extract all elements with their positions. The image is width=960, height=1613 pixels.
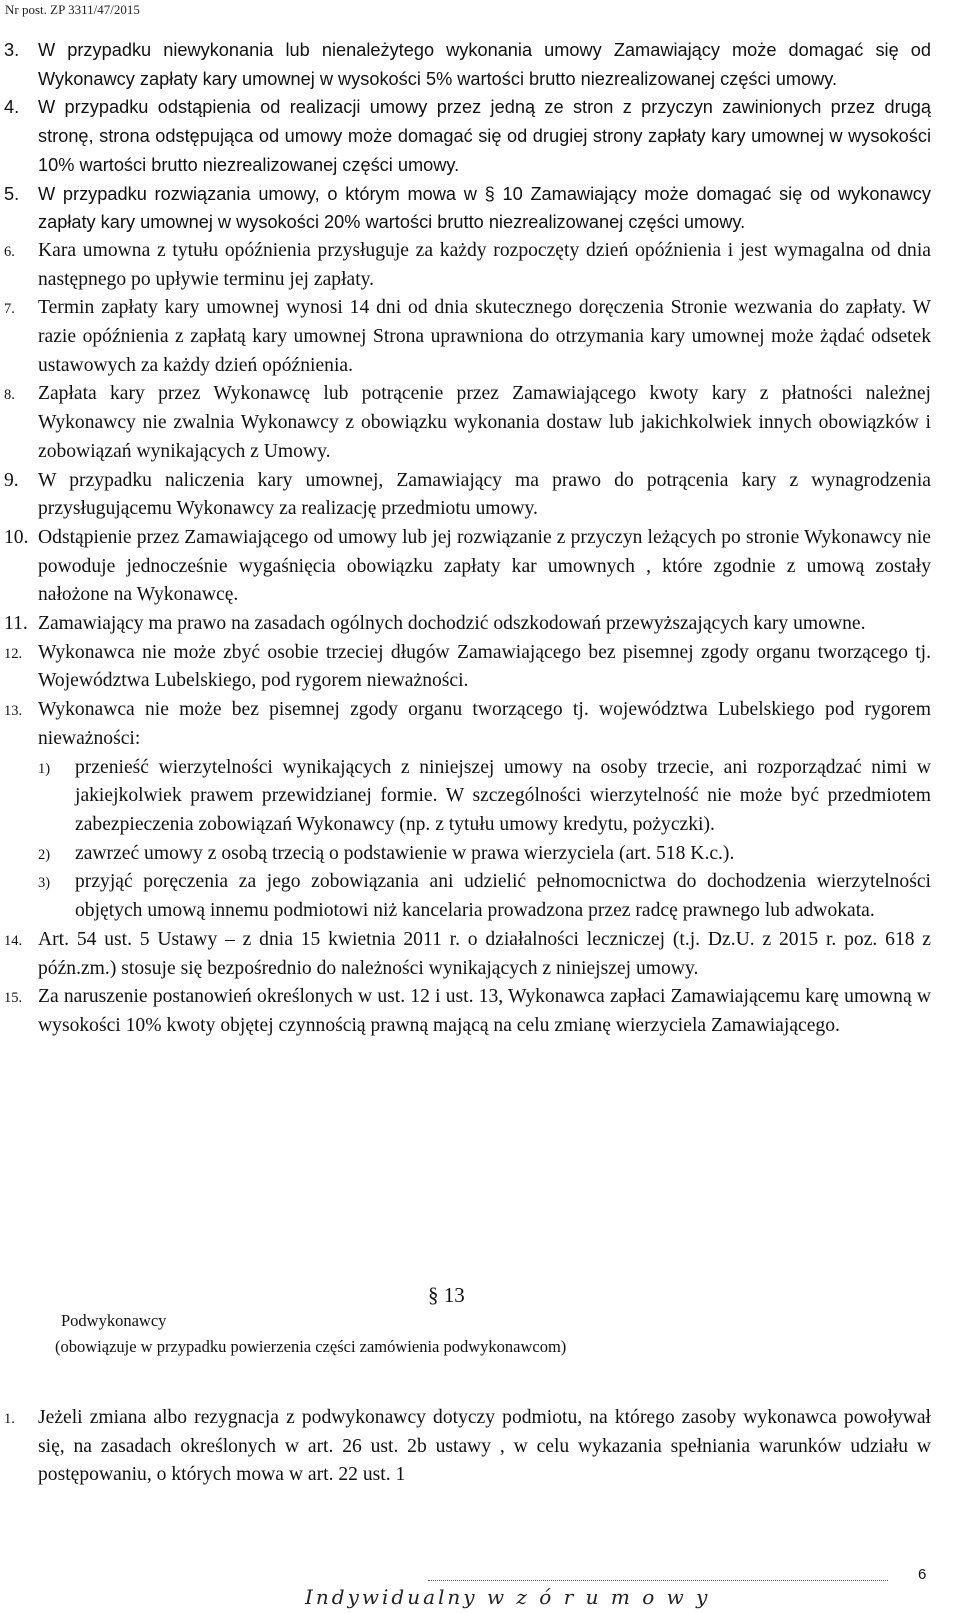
clause-3 [4,36,931,93]
subclause-number: 1) [38,760,51,777]
document-header: Nr post. ZP 3311/47/2015 [5,2,140,17]
clause-number: 5. [4,183,20,204]
section-title: Podwykonawcy [61,1311,167,1330]
clause-number: 1. [4,1411,15,1427]
clause-14 [4,926,931,983]
clause-number: 10. [4,526,29,548]
penalty-clauses [4,36,931,1041]
clause-number: 4. [4,97,20,118]
clause-text: W przypadku niewykonania lub nienależytego wykonania umowy Zamawiający może domagać się od Wykonawcy zapłaty kary umownej w wysokości 5% wartości brutto niezrealizowanej części umowy. [38,40,931,89]
clause-text: Za naruszenie postanowień określonych w ust. 12 i ust. 13, Wykonawca zapłaci Zamawiającemu karę umowną w wysokości 10% kwoty objętej czynnością prawną mającą na celu zmianę wierzyciela Zamawiającego. [38,986,931,1036]
clause-text: Art. 54 ust. 5 Ustawy – z dnia 15 kwietnia 2011 r. o działalności leczniczej (t.j. Dz.U. z 2015 r. poz. 618 z późn.zm.) stosuje się bezpośrednio do należności wynikających z niniejszej umowy. [38,928,931,979]
subclause-2 [38,840,931,869]
clause-7 [4,294,931,380]
subclause-text: przyjąć poręczenia za jego zobowiązania ani udzielić pełnomocnictwa do dochodzenia wierzytelności objętych umową innemu podmiotowi niż kancelaria prowadzona przez radcę prawnego lub adwokata. [75,871,931,922]
clause-number: 8. [4,387,15,404]
clause-11 [4,610,931,639]
clause-8 [4,380,931,466]
subcontractor-clauses [4,1404,931,1490]
clause-number: 13. [4,703,23,720]
clause-text: W przypadku rozwiązania umowy, o którym mowa w § 10 Zamawiający może domagać się od wykonawcy zapłaty kary umownej w wysokości 20% wartości brutto niezrealizowanej części umowy. [38,183,931,233]
clause-text: Termin zapłaty kary umownej wynosi 14 dni od dnia skutecznego doręczenia Stronie wezwania do zapłaty. W razie opóźnienia z zapłatą kary umownej Strona uprawniona do otrzymania kary umownej może żądać odsetek ustawowych za każdy dzień opóźnienia. [38,297,931,376]
clause-number: 14. [4,932,23,949]
section-note: (obowiązuje w przypadku powierzenia części zamówienia podwykonawcom) [55,1337,567,1356]
clause-15 [4,983,931,1040]
clause-6 [4,237,931,294]
subclause-3 [38,868,931,925]
clause-text: Wykonawca nie może zbyć osobie trzeciej długów Zamawiającego bez pisemnej zgody organu tworzącego tj. Województwa Lubelskiego, pod rygorem nieważności. [38,641,931,692]
clause-10 [4,524,931,610]
clause-13 [4,696,931,753]
clause-number: 15. [4,990,23,1007]
clause-12 [4,639,931,696]
clause-number: 3. [4,40,20,60]
subclause-number: 3) [38,875,51,892]
clause-9 [4,467,931,524]
footer-text: Indywidualny w z ó r u m o w y [305,1585,711,1609]
clause-number: 6. [4,243,15,260]
clause-text: Odstąpienie przez Zamawiającego od umowy lub jej rozwiązanie z przyczyn leżących po stronie Wykonawcy nie powoduje jednocześnie wygaśnięcia obowiązku zapłaty kar umownych , które zgodnie z umową zostały nałożone na Wykonawcę. [38,526,931,606]
subclause-1 [38,754,931,840]
subclause-text: przenieść wierzytelności wynikających z niniejszej umowy na osoby trzecie, ani rozporządzać nimi w jakiejkolwiek prawem przewidzianej formie. W szczególności wierzytelność nie może być przedmiotem zabezpieczenia zobowiązań Wykonawcy (np. z tytułu umowy kredytu, pożyczki). [75,756,931,835]
footer-divider [428,1580,888,1581]
clause-text: Jeżeli zmiana albo rezygnacja z podwykonawcy dotyczy podmiotu, na którego zasoby wykonawca powoływał się, na zasadach określonych w art. 26 ust. 2b ustawy , w celu wykazania spełniania warunków udziału w postępowaniu, o których mowa w art. 22 ust. 1 [38,1407,931,1486]
clause-text: Kara umowna z tytułu opóźnienia przysługuje za każdy rozpoczęty dzień opóźnienia i jest wymagalna od dnia następnego po upływie terminu jej zapłaty. [38,239,931,290]
clause-text: Zapłata kary przez Wykonawcę lub potrącenie przez Zamawiającego kwoty kary z płatności należnej Wykonawcy nie zwalnia Wykonawcy z obowiązku wykonania dostaw lub jakichkolwiek innych obowiązków i zobowiązań wynikających z Umowy. [38,383,931,462]
subcontractor-clause-1 [4,1404,931,1490]
page-number: 6 [918,1566,927,1583]
clause-number: 11. [4,613,28,635]
clause-text: Zamawiający ma prawo na zasadach ogólnych dochodzić odszkodowań przewyższających kary umowne. [38,613,866,635]
clause-text: W przypadku naliczenia kary umownej, Zamawiający ma prawo do potrącenia kary z wynagrodzenia przysługującemu Wykonawcy za realizację przedmiotu umowy. [38,469,931,520]
clause-text: W przypadku odstąpienia od realizacji umowy przez jedną ze stron z przyczyn zawinionych przez drugą stronę, strona odstępująca od umowy może domagać się od drugiej strony zapłaty kary umownej w wysokości 10% wartości brutto niezrealizowanej części umowy. [38,97,931,175]
clause-5 [4,180,931,237]
section-sign: § 13 [428,1283,465,1307]
clause-text: Wykonawca nie może bez pisemnej zgody organu tworzącego tj. województwa Lubelskiego pod rygorem nieważności: [38,699,931,749]
subclause-number: 2) [38,846,51,863]
clause-number: 7. [4,301,15,318]
clause-4 [4,93,931,179]
subclause-text: zawrzeć umowy z osobą trzecią o podstawienie w prawa wierzyciela (art. 518 K.c.). [75,842,735,864]
clause-number: 9. [4,469,19,491]
clause-number: 12. [4,645,23,662]
